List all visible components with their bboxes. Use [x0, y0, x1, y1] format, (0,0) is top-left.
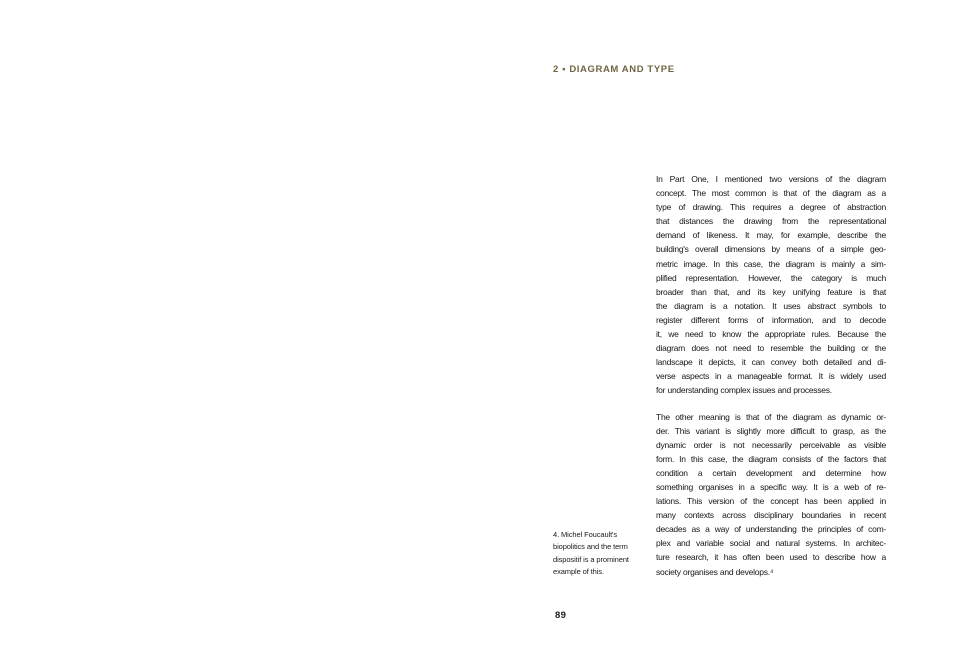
- text-line: it, we need to know the appropriate rules. Because the: [656, 329, 886, 340]
- text-line: demand of likeness. It may, for example, describe the: [656, 230, 886, 241]
- text-line: register different forms of information, and to decode: [656, 314, 886, 325]
- text-line: something organises in a specific way. It is a web of re-: [656, 481, 886, 492]
- text-line: verse aspects in a manageable format. It is widely used: [656, 371, 886, 382]
- text-line: for understanding complex issues and processes.: [656, 385, 832, 396]
- text-line: building's overall dimensions by means of a simple geo-: [656, 244, 886, 255]
- text-line: dynamic order is not necessarily perceivable as visible: [656, 439, 886, 450]
- text-line: that distances the drawing from the representational: [656, 216, 886, 227]
- text-line: The other meaning is that of the diagram as dynamic or-: [656, 411, 886, 422]
- paragraph-diagram-as-dynamic-order: [656, 410, 886, 579]
- body-text-column: [656, 172, 886, 579]
- text-line: concept. The most common is that of the diagram as a: [656, 188, 886, 199]
- chapter-header: 2 ▪ DIAGRAM AND TYPE: [553, 64, 675, 75]
- text-line: plex and variable social and natural systems. In architec-: [656, 538, 886, 549]
- text-line: broader than that, and its key unifying feature is that: [656, 286, 886, 297]
- text-line: type of drawing. This requires a degree of abstraction: [656, 202, 886, 213]
- text-line: In Part One, I mentioned two versions of the diagram: [656, 174, 886, 184]
- text-line: lations. This version of the concept has been applied in: [656, 496, 886, 507]
- text-line: decades as a way of understanding the principles of com-: [656, 524, 886, 535]
- text-line: biopolitics and the term: [553, 542, 628, 552]
- text-line: 4. Michel Foucault's: [553, 530, 618, 539]
- paragraph-diagram-as-drawing: [656, 172, 886, 398]
- text-line: ture research, it has often been used to describe how a: [656, 552, 886, 563]
- text-line: example of this.: [553, 567, 604, 577]
- text-line: metric image. In this case, the diagram is mainly a sim-: [656, 258, 886, 269]
- page-number: 89: [555, 610, 567, 621]
- text-line: diagram does not need to resemble the building or the: [656, 343, 886, 354]
- text-line: form. In this case, the diagram consists of the factors that: [656, 453, 886, 464]
- text-line: condition a certain development and determine how: [656, 467, 886, 478]
- text-line: der. This variant is slightly more difficult to grasp, as the: [656, 425, 886, 436]
- text-line: dispositif is a prominent: [553, 554, 629, 564]
- text-line: landscape it depicts, it can convey both detailed and di-: [656, 357, 886, 368]
- text-line: society organises and develops.⁴: [656, 566, 774, 577]
- text-line: plified representation. However, the category is much: [656, 272, 886, 283]
- margin-footnote: [553, 529, 648, 579]
- text-line: many contexts across disciplinary boundaries in recent: [656, 510, 886, 521]
- text-line: the diagram is a notation. It uses abstract symbols to: [656, 300, 886, 311]
